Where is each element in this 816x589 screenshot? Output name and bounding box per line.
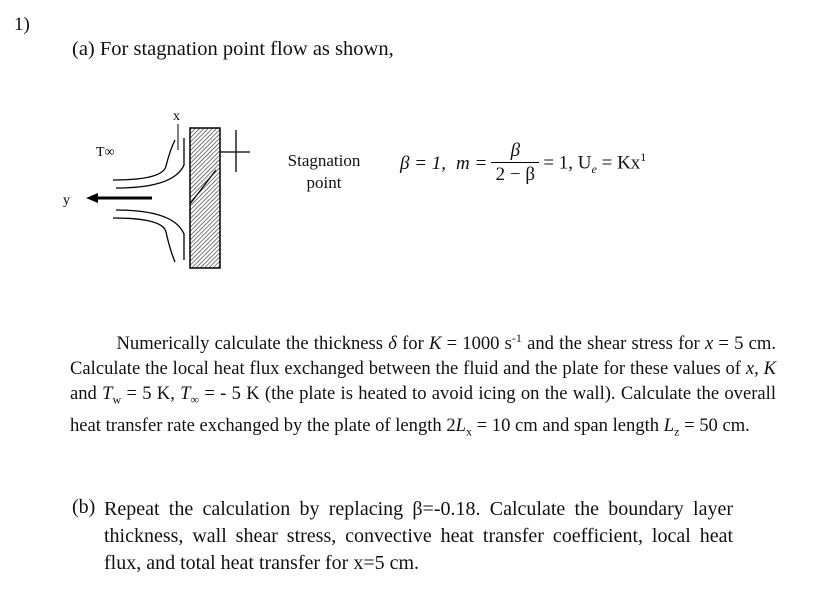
problem-number: 1) <box>14 14 30 35</box>
y-axis-label: y <box>63 193 70 208</box>
t-infinity-label: T∞ <box>96 145 115 160</box>
stagnation-label-line1: Stagnation <box>287 151 361 170</box>
beta-equation: β = 1, <box>400 152 447 174</box>
part-a-heading: (a) For stagnation point flow as shown, <box>72 38 394 60</box>
part-a-paragraph: Numerically calculate the thickness δ for K = 1000 $s^{-1}$ and the shear stress for x = 5 cm. Calculate the local heat flux exchanged between the fluid and the plate for these values of x, K and $T_w = 5$ K, $T_\infty$ = - 5 K (the plate is heated to avoid icing on the wall). Calculate the overall heat transfer rate exchanged by the plate of length $2L_x = 10$ cm and span length $L_z = 50$ cm. <box>70 331 777 439</box>
streamline-upper-outer <box>113 140 175 180</box>
stagnation-label-line2: point <box>306 173 342 192</box>
streamline-lower-inner <box>116 210 184 260</box>
fraction-numerator: β <box>510 140 521 161</box>
x-axis-label: x <box>173 109 180 124</box>
streamline-lower-outer <box>113 218 175 262</box>
stagnation-point-label <box>278 150 370 194</box>
ue-equation: = 1, $U_e = Kx^1$ <box>543 149 647 177</box>
part-b-label: (b) <box>72 496 96 518</box>
stagnation-formula <box>400 140 646 187</box>
part-b-text: Repeat the calculation by replacing β=-0.18. Calculate the boundary layer thickness, wall shear stress, convective heat transfer coefficient, local heat flux, and total heat transfer for x=5 cm. <box>104 498 733 574</box>
fraction <box>491 140 539 187</box>
m-equation: m = <box>456 152 488 174</box>
streamline-upper-inner <box>116 138 184 188</box>
y-axis-arrowhead <box>86 193 98 203</box>
fraction-denominator: 2 − β <box>495 164 536 185</box>
